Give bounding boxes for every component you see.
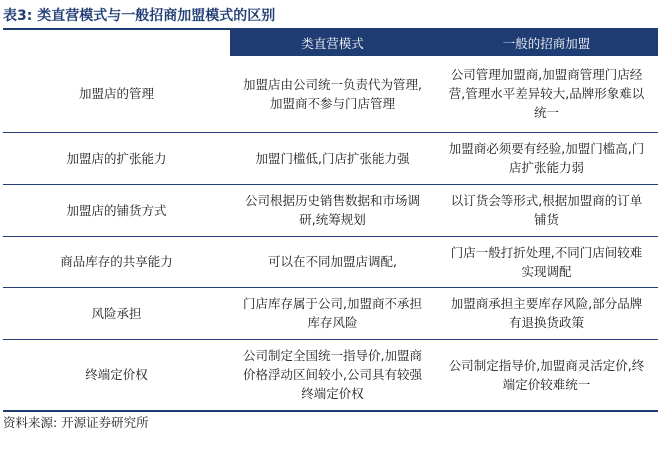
franchise-model-cell: 公司管理加盟商,加盟商管理门店经营,管理水平差异较大,品牌形象难以统一: [435, 56, 658, 132]
table-row: [3, 184, 658, 236]
source-note: 资料来源: 开源证券研究所: [3, 415, 149, 430]
table-row: [3, 236, 658, 287]
table-row: [3, 339, 658, 411]
direct-model-cell: 可以在不同加盟店调配,: [230, 236, 435, 287]
table-row: [3, 287, 658, 339]
comparison-table: [3, 30, 658, 412]
franchise-model-cell: 公司制定指导价,加盟商灵活定价,终端定价较难统一: [435, 339, 658, 411]
table-row: [3, 132, 658, 184]
table-row: [3, 56, 658, 132]
row-label: 加盟店的铺货方式: [3, 184, 230, 236]
table-header-row: [3, 30, 658, 56]
header-cell-franchise-model: 一般的招商加盟: [435, 30, 658, 56]
row-label: 加盟店的管理: [3, 56, 230, 132]
direct-model-cell: 加盟门槛低,门店扩张能力强: [230, 132, 435, 184]
header-cell-direct-model: 类直营模式: [230, 30, 435, 56]
row-label: 加盟店的扩张能力: [3, 132, 230, 184]
row-label: 风险承担: [3, 287, 230, 339]
header-cell-blank: [3, 30, 230, 56]
row-label: 商品库存的共享能力: [3, 236, 230, 287]
franchise-model-cell: 门店一般打折处理,不同门店间较难实现调配: [435, 236, 658, 287]
direct-model-cell: 加盟店由公司统一负责代为管理,加盟商不参与门店管理: [230, 56, 435, 132]
direct-model-cell: 公司根据历史销售数据和市场调研,统筹规划: [230, 184, 435, 236]
franchise-model-cell: 加盟商必须要有经验,加盟门槛高,门店扩张能力弱: [435, 132, 658, 184]
franchise-model-cell: 以订货会等形式,根据加盟商的订单铺货: [435, 184, 658, 236]
table-title: 表3: 类直营模式与一般招商加盟模式的区别: [3, 8, 276, 24]
direct-model-cell: 公司制定全国统一指导价,加盟商价格浮动区间较小,公司具有较强终端定价权: [230, 339, 435, 411]
direct-model-cell: 门店库存属于公司,加盟商不承担库存风险: [230, 287, 435, 339]
row-label: 终端定价权: [3, 339, 230, 411]
franchise-model-cell: 加盟商承担主要库存风险,部分品牌有退换货政策: [435, 287, 658, 339]
